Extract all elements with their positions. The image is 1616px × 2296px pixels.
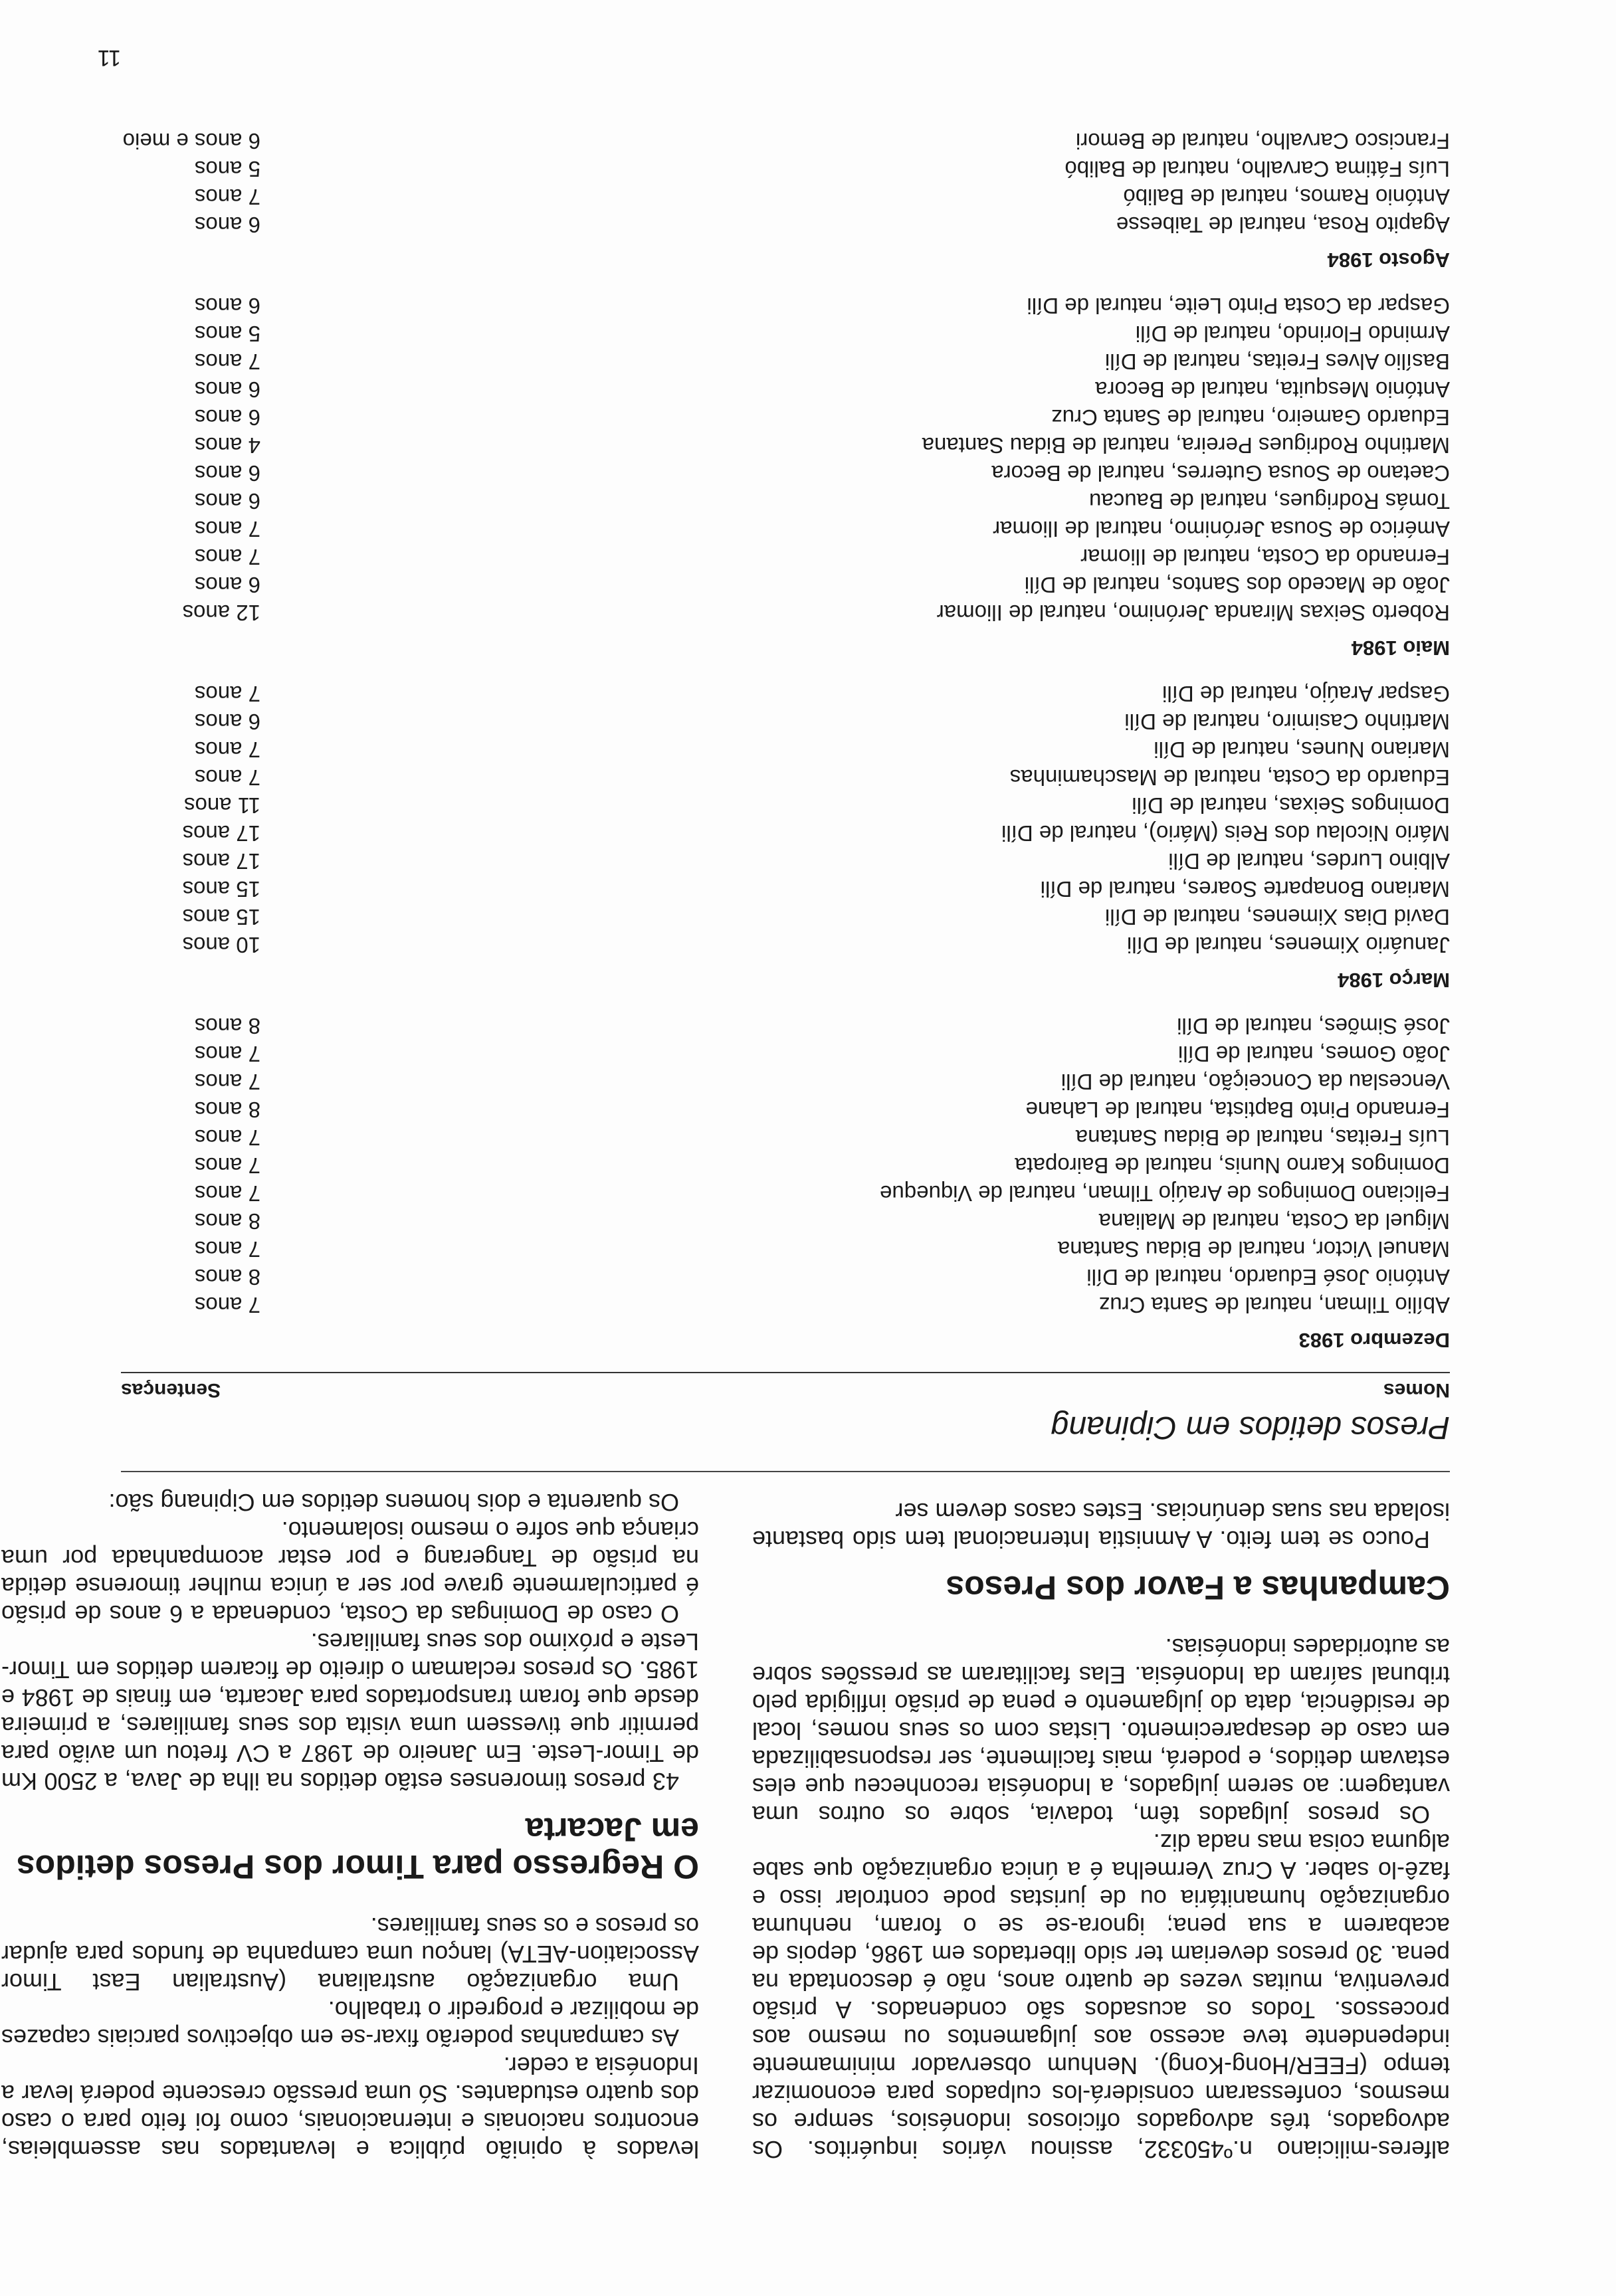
sentence-value: 7 anos [194, 737, 260, 762]
paragraph: 43 presos timorenses estão detidos na ilha de Java, a 2500 Km de Timor-Leste. Em Janeiro de 1987 a CV fretou um avião para permitir que tivessem uma visita dos seus familiares, a primeira desde que foram transportados para Jacarta, em finais de 1984 e 1985. Os presos reclamam o direito de ficarem detidos em Timor-Leste e próximo dos seus familiares. [1, 1628, 699, 1795]
prisoner-name: João de Macedo dos Santos, natural de Díli [1024, 573, 1450, 597]
list-item [121, 543, 1450, 571]
prisoner-name: Agapito Rosa, natural de Taibesse [1116, 213, 1450, 237]
paragraph: Os presos julgados têm, todavia, sobre os outros uma vantagem: ao serem julgados, a Indonésia reconheceu que eles estavam detidos, e poderá, mais facilmente, ser responsabilizada em caso de desaparecimento. Listas com os seus nomes, local de residência, data do julgamento e pena de prisão infligida pelo tribunal saíram da Indonésia. Elas facilitaram as pressões sobre as autoridades indonésias. [752, 1634, 1450, 1828]
list-item [121, 599, 1450, 626]
prisoner-name: Manuel Victor, natural de Bidau Santana [1057, 1237, 1450, 1262]
sentence-value: 15 anos [182, 905, 260, 929]
sentence-value: 6 anos [194, 573, 260, 597]
prisoner-name: Domingos Karno Nunis, natural de Bairopata [1015, 1153, 1450, 1178]
month-heading: Março 1984 [1338, 969, 1450, 992]
prisoner-name: Eduardo da Costa, natural de Maschaminhas [1009, 765, 1450, 790]
list-item [121, 292, 1450, 320]
list-item [121, 1263, 1450, 1291]
list-item [121, 487, 1450, 515]
sentence-value: 7 anos [194, 349, 260, 374]
prisoner-name: João Gomes, natural de Díli [1177, 1042, 1450, 1066]
sentence-value: 7 anos [194, 1125, 260, 1150]
list-item [121, 431, 1450, 459]
sentence-value: 7 anos [194, 545, 260, 569]
paragraph: Os quarenta e dois homens detidos em Cipinang são: [108, 1489, 679, 1516]
list-item [121, 875, 1450, 903]
list-item [121, 1151, 1450, 1179]
list-item [121, 819, 1450, 847]
sentence-value: 7 anos [194, 765, 260, 790]
list-item [121, 1096, 1450, 1123]
list-item [121, 1291, 1450, 1319]
list-item [121, 459, 1450, 487]
prisoner-name: Albino Lurdes, natural de Díli [1168, 849, 1450, 874]
list-item [121, 1012, 1450, 1040]
prisoner-name: Mário Nicolau dos Reis (Mário), natural de Díli [1001, 821, 1450, 846]
column-header-sentences: Sentenças [121, 1379, 221, 1401]
list-item [121, 847, 1450, 875]
prisoner-name: Venceslau da Conceição, natural de Díli [1060, 1070, 1450, 1094]
sentence-value: 7 anos [194, 517, 260, 541]
list-item [121, 903, 1450, 931]
sentence-value: 7 anos [194, 185, 260, 209]
prisoner-name: Miguel da Costa, natural de Maliana [1098, 1209, 1450, 1234]
prisoner-name: Gaspar da Costa Pinto Leite, natural de Díli [1027, 294, 1450, 318]
prisoner-name: Fernando Pinto Baptista, natural de Lahane [1025, 1098, 1450, 1122]
paragraph: As campanhas poderão fixar-se em objectivos parciais capazes de mobilizar e progredir o trabalho. [1, 1996, 699, 2052]
sentence-value: 6 anos [194, 405, 260, 430]
list-item [121, 320, 1450, 347]
prisoner-name: Feliciano Domingos de Araújo Tilman, natural de Viqueque [880, 1181, 1450, 1206]
prisoner-name: Américo de Sousa Jerónimo, natural de Iliomar [993, 517, 1450, 541]
prisoner-name: Armindo Florindo, natural de Díli [1135, 322, 1450, 346]
list-item [121, 1123, 1450, 1151]
sentence-value: 5 anos [194, 157, 260, 181]
sentence-value: 6 anos [194, 213, 260, 237]
month-heading: Maio 1984 [1351, 636, 1450, 660]
list-item [121, 375, 1450, 403]
sentence-value: 6 anos [194, 489, 260, 514]
sentence-value: 7 anos [194, 1181, 260, 1206]
sentence-value: 7 anos [194, 1293, 260, 1317]
paragraph: Pouco se tem feito. A Amnistia Internacional tem sido bastante isolada nas suas denúncias. Estes casos devem ser [752, 1498, 1450, 1553]
sentence-value: 8 anos [194, 1098, 260, 1122]
paragraph: levados à opinião pública e levantados nas assembleias, encontros nacionais e internacionais, como foi feito para o caso dos quatro estudantes. Só uma pressão crescente poderá levar a Indonésia a ceder. [1, 2052, 699, 2163]
prisoner-list [1, 127, 1450, 1446]
prisoner-name: Mariano Nunes, natural de Díli [1154, 737, 1450, 762]
list-item [121, 403, 1450, 431]
list-item [121, 127, 1450, 155]
list-item [121, 347, 1450, 375]
month-groups [1, 127, 1450, 1352]
section-heading: O Regresso para Timor dos Presos detidos em Jacarta [16, 1811, 699, 1885]
list-item [121, 1207, 1450, 1235]
sentence-value: 17 anos [182, 821, 260, 846]
prisoner-name: Roberto Seixas Miranda Jerónimo, natural de Iliomar [936, 601, 1450, 625]
left-column [752, 1497, 1450, 2163]
prisoner-name: Luís Freitas, natural de Bidau Santana [1075, 1125, 1450, 1150]
list-item [121, 735, 1450, 763]
list-item [121, 1040, 1450, 1068]
list-item [121, 155, 1450, 183]
list-item [121, 680, 1450, 708]
list-item [121, 1179, 1450, 1207]
list-item [121, 931, 1450, 959]
sentence-value: 8 anos [194, 1209, 260, 1234]
prisoner-name: Tomás Rodrigues, natural de Baucau [1089, 489, 1450, 514]
prisoner-name: Domingos Seixas, natural de Díli [1132, 793, 1450, 818]
paragraph: O caso de Domingas da Costa, condenada a 6 anos de prisão é particularmente grave por ser a única mulher timorense detida na prisão de Tangerang e por estar acompanhada por uma criança que sofre o mesmo isolamento. [1, 1517, 699, 1628]
list-item [121, 763, 1450, 791]
list-item [121, 708, 1450, 735]
list-item [121, 1068, 1450, 1096]
list-item [121, 211, 1450, 239]
list-item [121, 183, 1450, 211]
month-heading: Agosto 1984 [1327, 248, 1450, 272]
prisoner-name: Januário Ximenes, natural de Díli [1126, 933, 1450, 957]
prisoner-name: António Mesquita, natural de Becora [1095, 377, 1450, 402]
list-header [121, 1372, 1450, 1401]
list-item [121, 571, 1450, 599]
sentence-value: 8 anos [194, 1014, 260, 1038]
sentence-value: 6 anos [194, 710, 260, 734]
prisoner-name: António José Eduardo, natural de Díli [1086, 1265, 1450, 1290]
sentence-value: 6 anos e meio [122, 129, 260, 153]
sentence-value: 7 anos [194, 1070, 260, 1094]
sentence-value: 7 anos [194, 682, 260, 706]
paragraph: alferes-miliciano n.º450332, assinou vários inquéritos. Os advogados, três advogados oficiosos indonésios, sempre os mesmos, confessaram considerá-los culpados para economizar tempo (FEER/Hong-Kong). Nenhum observador minimamente independente teve acesso aos julgamentos ou mesmo aos processos. Todos os acusados são condenados. A prisão preventiva, muitas vezes de quatro anos, não é descontada na pena. 30 presos deveriam ter sido libertados em 1986, depois de acabarem a sua pena; ignora-se se o foram, nenhuma organização humanitária ou de juristas pode controlar isso e fazê-lo saber. A Cruz Vermelha é a única organização que sabe alguma coisa mas nada diz. [752, 1829, 1450, 2163]
paragraph: Uma organização australiana (Australian East Timor Association-AETA) lançou uma campanha de fundos para ajudar os presos e os seus familiares. [1, 1913, 699, 1996]
list-item [121, 515, 1450, 543]
prisoner-name: Francisco Carvalho, natural de Bemori [1075, 129, 1450, 153]
divider [121, 1471, 1450, 1472]
right-column [1, 1488, 699, 2163]
sentence-value: 7 anos [194, 1153, 260, 1178]
list-item [121, 791, 1450, 819]
sentence-value: 15 anos [182, 877, 260, 902]
prisoner-name: Gaspar Araújo, natural de Díli [1162, 682, 1450, 706]
sentence-value: 17 anos [182, 849, 260, 874]
list-title: Presos detidos em Cipinang [1051, 1410, 1450, 1445]
prisoner-name: António Ramos, natural de Balibó [1123, 185, 1450, 209]
prisoner-name: Luís Fátima Carvalho, natural de Balibó [1064, 157, 1450, 181]
sentence-value: 12 anos [182, 601, 260, 625]
prisoner-name: Basílio Alves Freitas, natural de Díli [1104, 349, 1450, 374]
month-heading: Dezembro 1983 [1298, 1329, 1450, 1352]
sentence-value: 7 anos [194, 1237, 260, 1262]
sentence-value: 11 anos [184, 793, 260, 818]
page-number: 11 [97, 45, 121, 70]
prisoner-name: David Dias Ximenes, natural de Díli [1104, 905, 1450, 929]
list-item [121, 1235, 1450, 1263]
column-header-names: Nomes [1383, 1379, 1450, 1401]
sentence-value: 10 anos [182, 933, 260, 957]
sentence-value: 7 anos [194, 1042, 260, 1066]
sentence-value: 5 anos [194, 322, 260, 346]
sentence-value: 6 anos [194, 294, 260, 318]
sentence-value: 6 anos [194, 461, 260, 486]
prisoner-name: Fernando da Costa, natural de Iliomar [1080, 545, 1450, 569]
prisoner-name: José Simões, natural de Díli [1177, 1014, 1450, 1038]
prisoner-name: Mariano Bonaparte Soares, natural de Díli [1040, 877, 1450, 902]
prisoner-name: Martinho Rodrigues Pereira, natural de Bidau Santana [922, 433, 1450, 458]
sentence-value: 4 anos [194, 433, 260, 458]
prisoner-name: Caetano de Sousa Guterres, natural de Becora [991, 461, 1450, 486]
sentence-value: 6 anos [194, 377, 260, 402]
prisoner-name: Abílio Tilman, natural de Santa Cruz [1098, 1293, 1450, 1317]
prisoner-name: Eduardo Gameiro, natural de Santa Cruz [1051, 405, 1450, 430]
prisoner-name: Martinho Casimiro, natural de Díli [1124, 710, 1450, 734]
section-heading: Campanhas a Favor dos Presos [946, 1569, 1450, 1606]
sentence-value: 8 anos [194, 1265, 260, 1290]
